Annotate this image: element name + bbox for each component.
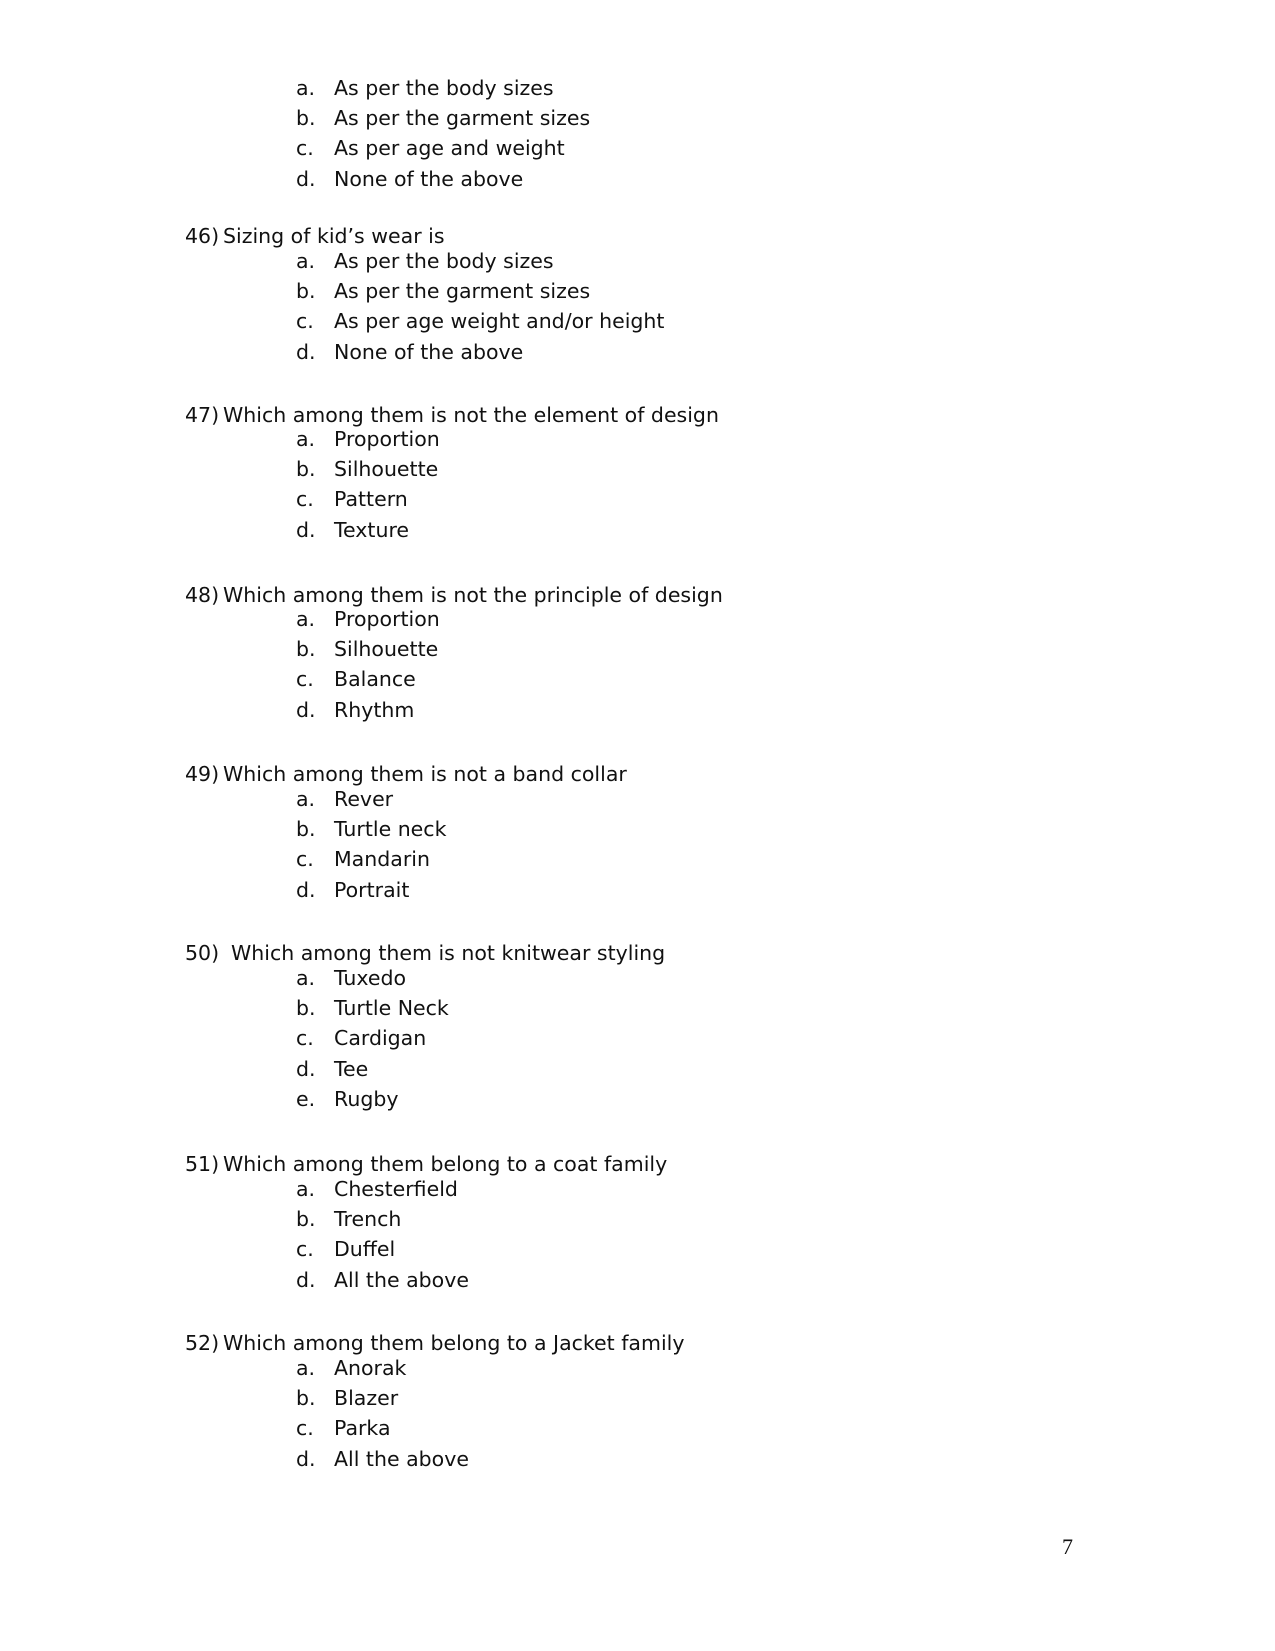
option-letter: a. [296, 1356, 316, 1380]
option-item [296, 73, 590, 103]
option-text: As per the body sizes [334, 76, 554, 100]
option-letter: b. [296, 457, 316, 482]
option-letter: a. [296, 607, 316, 631]
question-text: Which among them is not knitwear styling [231, 941, 666, 965]
option-letter: c. [296, 309, 314, 334]
question-text: Which among them belong to a Jacket family [223, 1331, 685, 1355]
option-letter: b. [296, 279, 316, 304]
option-text: All the above [334, 1267, 469, 1292]
option-text: Mandarin [334, 847, 430, 872]
option-text: Proportion [334, 427, 440, 451]
option-item [296, 1353, 469, 1383]
option-letter: d. [296, 166, 316, 191]
option-item [296, 1204, 469, 1234]
option-letter: b. [296, 1386, 316, 1411]
option-item [296, 1444, 469, 1474]
question-48 [185, 580, 723, 610]
option-text: Proportion [334, 607, 440, 631]
option-item [296, 1265, 469, 1295]
option-text: Pattern [334, 487, 408, 512]
option-letter: b. [296, 637, 316, 662]
option-item [296, 484, 440, 514]
option-text: Anorak [334, 1356, 407, 1380]
option-text: None of the above [334, 339, 524, 364]
option-text: Rugby [334, 1086, 399, 1111]
option-letter: a. [296, 787, 316, 811]
option-letter: c. [296, 667, 314, 692]
option-text: Cardigan [334, 1026, 427, 1051]
option-text: As per the garment sizes [334, 106, 591, 131]
option-item [296, 276, 664, 306]
option-letter: d. [296, 697, 316, 722]
option-item [296, 103, 590, 133]
option-text: Turtle neck [334, 817, 447, 842]
option-text: Tuxedo [334, 966, 407, 990]
option-letter: d. [296, 1446, 316, 1471]
option-text: Chesterfield [334, 1177, 458, 1201]
question-51-options [296, 1174, 469, 1295]
option-letter: b. [296, 996, 316, 1021]
option-letter: d. [296, 339, 316, 364]
option-letter: c. [296, 1416, 314, 1441]
option-text: Silhouette [334, 637, 439, 662]
option-item [296, 993, 449, 1023]
question-number: 48) [185, 583, 220, 607]
question-number: 52) [185, 1331, 220, 1355]
question-50-options [296, 963, 449, 1114]
option-item [296, 963, 449, 993]
option-text: All the above [334, 1446, 469, 1471]
option-item [296, 814, 446, 844]
option-item [296, 454, 440, 484]
question-text: Which among them is not the principle of design [223, 583, 723, 607]
option-letter: a. [296, 249, 316, 273]
option-item [296, 1054, 449, 1084]
question-number: 46) [185, 224, 220, 248]
option-item [296, 664, 440, 694]
option-text: As per the garment sizes [334, 279, 591, 304]
option-text: Blazer [334, 1386, 399, 1411]
option-letter: a. [296, 1177, 316, 1201]
option-item [296, 306, 664, 336]
option-text: Texture [334, 517, 410, 542]
option-letter: c. [296, 487, 314, 512]
question-47 [185, 400, 719, 430]
option-item [296, 1084, 449, 1114]
option-letter: d. [296, 1056, 316, 1081]
question-number: 49) [185, 762, 220, 786]
option-letter: d. [296, 517, 316, 542]
question-number: 50) [185, 941, 220, 965]
option-text: Duffel [334, 1237, 396, 1262]
question-text: Which among them is not the element of design [223, 403, 719, 427]
option-text: None of the above [334, 166, 524, 191]
option-item [296, 784, 446, 814]
option-letter: d. [296, 877, 316, 902]
option-letter: c. [296, 847, 314, 872]
question-48-options [296, 604, 440, 725]
question-text: Which among them belong to a coat family [223, 1152, 668, 1176]
option-letter: a. [296, 966, 316, 990]
option-item [296, 695, 440, 725]
option-item [296, 844, 446, 874]
option-item [296, 604, 440, 634]
page-number: 7 [1062, 1534, 1073, 1559]
option-item [296, 164, 590, 194]
question-text: Which among them is not a band collar [223, 762, 627, 786]
option-text: As per the body sizes [334, 249, 554, 273]
option-text: Portrait [334, 877, 410, 902]
option-letter: b. [296, 817, 316, 842]
option-text: Parka [334, 1416, 391, 1441]
option-letter: c. [296, 1237, 314, 1262]
option-text: As per age and weight [334, 136, 565, 161]
question-46-options [296, 246, 664, 367]
question-49-options [296, 784, 446, 905]
option-item [296, 1234, 469, 1264]
option-letter: c. [296, 1026, 314, 1051]
option-text: Turtle Neck [334, 996, 449, 1021]
option-item [296, 634, 440, 664]
option-text: Trench [334, 1207, 402, 1232]
option-text: As per age weight and/or height [334, 309, 665, 334]
option-text: Balance [334, 667, 416, 692]
option-text: Rever [334, 787, 394, 811]
option-text: Tee [334, 1056, 369, 1081]
option-item [296, 246, 664, 276]
carryover-options [296, 73, 590, 194]
option-letter: c. [296, 136, 314, 161]
option-item [296, 133, 590, 163]
question-text: Sizing of kid’s wear is [223, 224, 445, 248]
option-item [296, 875, 446, 905]
option-text: Silhouette [334, 457, 439, 482]
option-item [296, 337, 664, 367]
option-item [296, 1413, 469, 1443]
option-letter: a. [296, 76, 316, 100]
option-text: Rhythm [334, 697, 415, 722]
option-item [296, 1383, 469, 1413]
question-47-options [296, 424, 440, 545]
option-letter: a. [296, 427, 316, 451]
option-letter: d. [296, 1267, 316, 1292]
option-letter: b. [296, 1207, 316, 1232]
option-item [296, 424, 440, 454]
question-52-options [296, 1353, 469, 1474]
option-item [296, 1023, 449, 1053]
option-letter: e. [296, 1086, 316, 1111]
question-number: 51) [185, 1152, 220, 1176]
option-letter: b. [296, 106, 316, 131]
option-item [296, 1174, 469, 1204]
option-item [296, 515, 440, 545]
question-number: 47) [185, 403, 220, 427]
